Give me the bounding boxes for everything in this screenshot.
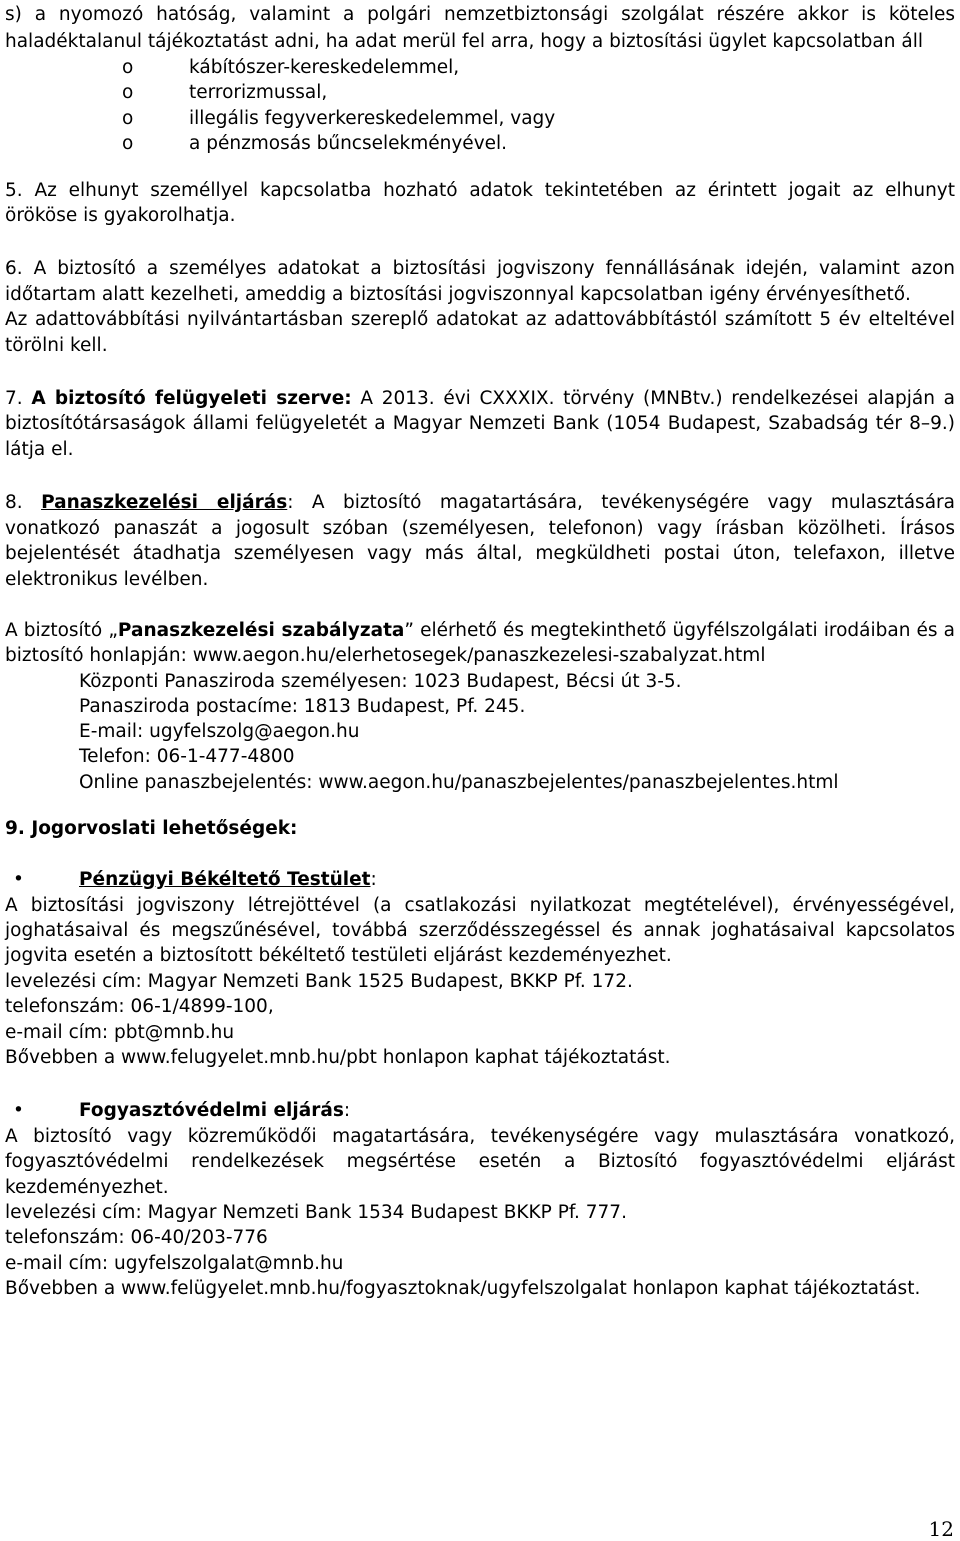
list-marker: o bbox=[122, 133, 134, 155]
list-marker: o bbox=[122, 57, 134, 78]
page-number: 12 bbox=[928, 1517, 954, 1541]
complaint-policy-title: Panaszkezelési szabályzata bbox=[117, 619, 405, 641]
contact-line: Online panaszbejelentés: www.aegon.hu/panaszbejelentes/panaszbejelentes.html bbox=[79, 771, 839, 793]
bullet-icon: • bbox=[13, 869, 24, 891]
consumer-bullet-heading: • Fogyasztóvédelmi eljárás: bbox=[5, 1098, 955, 1123]
consumer-line: e-mail cím: ugyfelszolgalat@mnb.hu bbox=[5, 1252, 344, 1274]
consumer-paragraph: A biztosító vagy közreműködői magatartására, tevékenységére vagy mulasztására vonatkozó, fogyasztóvédelmi rendelkezések megsértése esetén a Biztosító fogyasztóvédelmi eljárást kezdeményezhet. bbox=[5, 1125, 955, 1198]
contact-line: Telefon: 06-1-477-4800 bbox=[79, 746, 295, 768]
section-4s-paragraph: s) a nyomozó hatóság, valamint a polgári nemzetbiztonsági szolgálat részére akkor is köteles haladéktalanul tájékoztatást adni, ha adat merül fel arra, hogy a biztosítási ügylet kapcsolatban áll bbox=[5, 4, 955, 52]
pbt-line: telefonszám: 06-1/4899-100, bbox=[5, 996, 274, 1018]
section-8-title: Panaszkezelési eljárás bbox=[41, 492, 288, 514]
consumer-line: levelezési cím: Magyar Nemzeti Bank 1534 Budapest BKKP Pf. 777. bbox=[5, 1202, 627, 1224]
pbt-title: Pénzügyi Békéltető Testület bbox=[79, 869, 371, 891]
list-marker: o bbox=[122, 82, 134, 104]
consumer-title: Fogyasztóvédelmi eljárás bbox=[79, 1100, 344, 1122]
consumer-line: telefonszám: 06-40/203-776 bbox=[5, 1227, 268, 1249]
complaint-policy-paragraph: A biztosító „Panaszkezelési szabályzata” elérhető és megtekinthető ügyfélszolgálati irodáiban és a biztosító honlapján: www.aegon.hu/elerhetosegek/panaszkezelesi-szabalyzat.html bbox=[5, 619, 955, 667]
list-item: o terrorizmussal, bbox=[5, 80, 955, 105]
section-6-retention-paragraph: Az adattovábbítási nyilvántartásban szereplő adatokat az adattovábbítástól számított 5 év elteltével törölni kell. bbox=[5, 309, 955, 356]
section-7-title: A biztosító felügyeleti szerve: bbox=[31, 388, 352, 410]
contact-line: Központi Panasziroda személyesen: 1023 Budapest, Bécsi út 3-5. bbox=[79, 670, 682, 692]
section-5-paragraph: 5. Az elhunyt személlyel kapcsolatba hozható adatok tekintetében az érintett jogait az elhunyt örököse is gyakorolhatja. bbox=[5, 179, 955, 227]
section-8-paragraph: 8. Panaszkezelési eljárás: A biztosító magatartására, tevékenységére vagy mulasztására vonatkozó panaszát a jogosult szóban (személyesen, telefonon) vagy írásban közölheti. Írásos bejelentését átadhatja személyesen vagy más által, megküldheti postai úton, telefaxon, illetve elektronikus levélben. bbox=[5, 492, 955, 590]
bullet-icon: • bbox=[13, 1100, 24, 1122]
pbt-line: levelezési cím: Magyar Nemzeti Bank 1525 Budapest, BKKP Pf. 172. bbox=[5, 970, 633, 992]
list-marker: o bbox=[122, 107, 134, 129]
consumer-last-line: Bővebben a www.felügyelet.mnb.hu/fogyasztoknak/ugyfelszolgalat honlapon kaphat tájékoztatást. bbox=[5, 1278, 921, 1300]
section-6-paragraph: 6. A biztosító a személyes adatokat a biztosítási jogviszony fennállásának idején, valamint azon időtartam alatt kezelheti, ameddig a biztosítási jogviszonnyal kapcsolatban igény érvényesíthető. bbox=[5, 258, 955, 305]
list-item: o illegális fegyverkereskedelemmel, vagy bbox=[5, 106, 955, 131]
contact-line: E-mail: ugyfelszolg@aegon.hu bbox=[79, 721, 360, 743]
list-item: o kábítószer-kereskedelemmel, bbox=[5, 55, 955, 80]
pbt-line: Bővebben a www.felugyelet.mnb.hu/pbt honlapon kaphat tájékoztatást. bbox=[5, 1046, 671, 1068]
section-9-heading: 9. Jogorvoslati lehetőségek: bbox=[5, 817, 298, 839]
pbt-paragraph: A biztosítási jogviszony létrejöttével (a csatlakozási nyilatkozat megtételével), érvényességével, joghatásaival és megszűnésével, továbbá szerződésszegéssel és annak joghatásaival kapcsolatos jogvita esetén a biztosított békéltető testületi eljárást kezdeményezhet. bbox=[5, 894, 955, 967]
contact-line: Panasziroda postacíme: 1813 Budapest, Pf. 245. bbox=[79, 695, 526, 717]
complaint-contacts bbox=[5, 669, 955, 795]
pbt-bullet-heading: • Pénzügyi Békéltető Testület: bbox=[5, 867, 955, 892]
document-page bbox=[5, 2, 955, 1302]
list-item: o a pénzmosás bűncselekményével. bbox=[5, 131, 955, 156]
section-7-paragraph: 7. A biztosító felügyeleti szerve: A 2013. évi CXXXIX. törvény (MNBtv.) rendelkezései alapján a biztosítótársaságok állami felügyeletét a Magyar Nemzeti Bank (1054 Budapest, Szabadság tér 8–9.) látja el. bbox=[5, 388, 955, 460]
sub-list bbox=[5, 55, 955, 157]
pbt-line: e-mail cím: pbt@mnb.hu bbox=[5, 1021, 235, 1043]
